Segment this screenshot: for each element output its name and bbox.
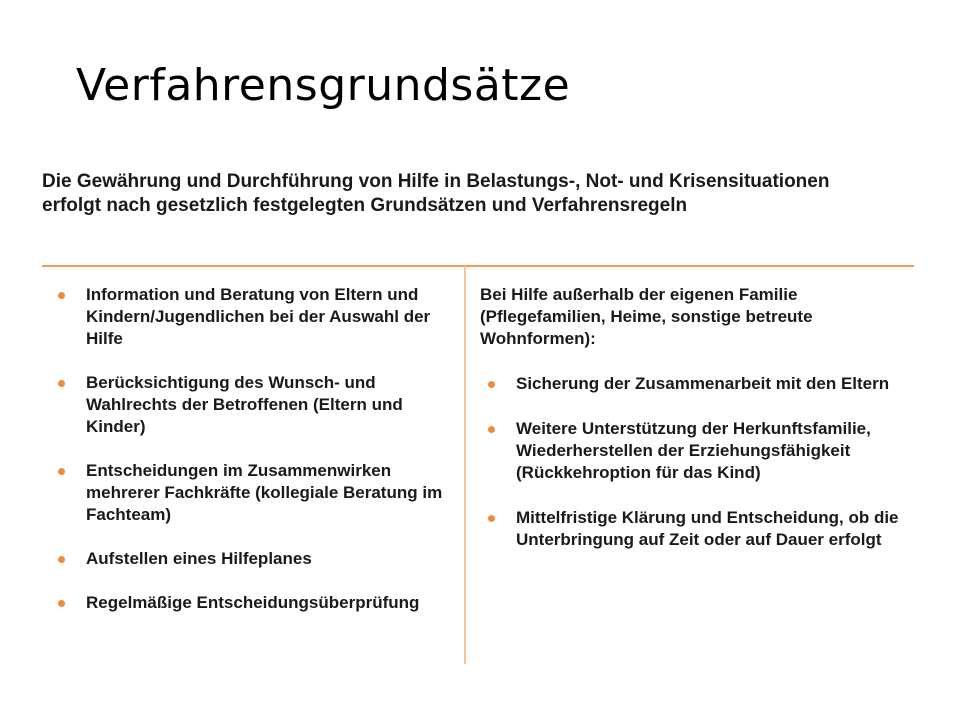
bullet-dot-icon: [58, 600, 65, 607]
bullet-dot-icon: [488, 515, 495, 522]
bullet-dot-icon: [488, 426, 495, 433]
bullet-dot-icon: [58, 556, 65, 563]
list-item: [58, 460, 458, 526]
list-item-text: Information und Beratung von Eltern und Kindern/Jugendlichen bei der Auswahl der Hilfe: [86, 285, 431, 348]
list-item-text: Sicherung der Zusammenarbeit mit den Eltern: [516, 374, 890, 393]
right-bullet-list: [480, 373, 910, 551]
list-item: [488, 418, 910, 484]
list-item: [58, 284, 458, 350]
list-item: [58, 548, 458, 570]
horizontal-divider: [42, 265, 914, 267]
bullet-dot-icon: [58, 468, 65, 475]
list-item: [488, 373, 910, 395]
list-item-text: Mittelfristige Klärung und Entscheidung, ob die Unterbringung auf Zeit oder auf Dauer erfolgt: [516, 508, 899, 549]
list-item: [58, 372, 458, 438]
vertical-divider: [464, 266, 466, 664]
list-item: [58, 592, 458, 614]
list-item: [488, 507, 910, 551]
left-column: [58, 284, 458, 636]
intro-paragraph: Die Gewährung und Durchführung von Hilfe in Belastungs-, Not- und Krisensituationen erfolgt nach gesetzlich festgelegten Grundsätzen und Verfahrensregeln: [42, 171, 830, 216]
bullet-dot-icon: [58, 380, 65, 387]
bullet-dot-icon: [58, 292, 65, 299]
right-column: [480, 284, 910, 574]
list-item-text: Entscheidungen im Zusammenwirken mehrerer Fachkräfte (kollegiale Beratung im Fachteam): [86, 461, 443, 524]
left-bullet-list: [58, 284, 458, 614]
slide-title: Verfahrensgrundsätze: [76, 60, 571, 111]
list-item-text: Weitere Unterstützung der Herkunftsfamilie, Wiederherstellen der Erziehungsfähigkeit (Rückkehroption für das Kind): [516, 419, 871, 482]
right-column-heading: Bei Hilfe außerhalb der eigenen Familie (Pflegefamilien, Heime, sonstige betreute Wohnformen):: [480, 285, 813, 348]
list-item-text: Aufstellen eines Hilfeplanes: [86, 549, 312, 568]
list-item-text: Regelmäßige Entscheidungsüberprüfung: [86, 593, 420, 612]
bullet-dot-icon: [488, 381, 495, 388]
list-item-text: Berücksichtigung des Wunsch- und Wahlrechts der Betroffenen (Eltern und Kinder): [86, 373, 403, 436]
